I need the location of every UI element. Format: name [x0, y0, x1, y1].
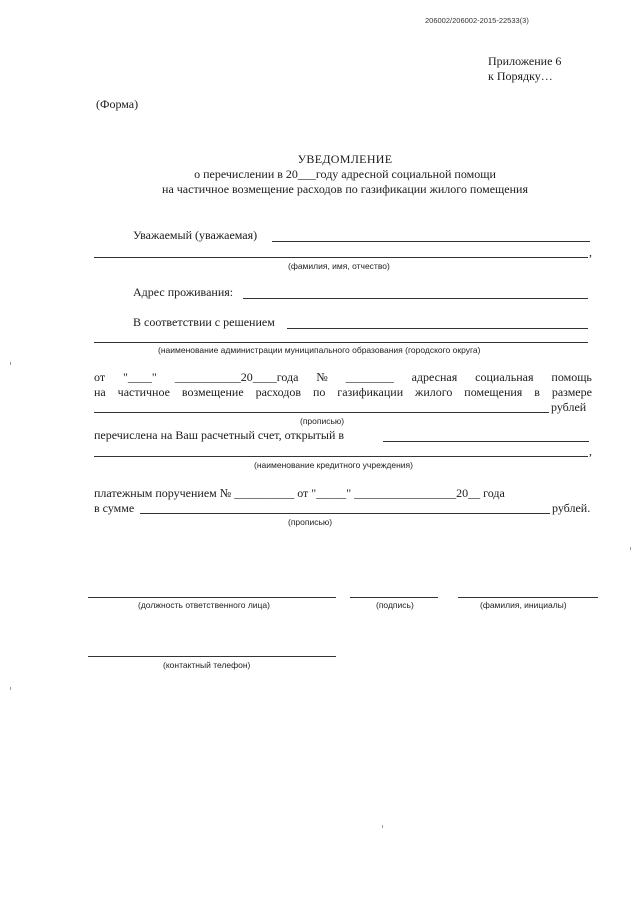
administration-caption: (наименование администрации муниципального образования (городского округа): [158, 345, 481, 355]
bank-line-comma: ,: [589, 444, 592, 458]
word: возмещение: [181, 385, 244, 399]
word: №: [316, 370, 328, 384]
phone-caption: (контактный телефон): [163, 660, 251, 670]
word: адресная: [411, 370, 458, 384]
heading-line-2: на частичное возмещение расходов по газификации жилого помещения: [162, 182, 528, 196]
word: "____": [123, 370, 157, 384]
appendix-reference: к Порядку…: [488, 69, 553, 83]
word: социальная: [475, 370, 534, 384]
word: в: [534, 385, 540, 399]
propisyu-caption: (прописью): [300, 416, 345, 426]
propisyu-caption-2: (прописью): [288, 517, 333, 527]
dear-line-comma: ,: [589, 245, 592, 259]
transferred-label: перечислена на Ваш расчетный счет, открытый в: [94, 428, 345, 442]
payment-order-line: платежным поручением № __________ от "_____" _________________20__ года: [94, 486, 505, 500]
word: ___________20____года: [174, 370, 299, 384]
appendix-number: Приложение 6: [488, 54, 562, 68]
rubles-label: рублей: [551, 400, 587, 414]
heading-line-1: о перечислении в 20___году адресной социальной помощи: [194, 167, 496, 181]
amount-in-words-line: [94, 412, 549, 413]
administration-line: [94, 342, 588, 343]
decision-date-line: [94, 370, 592, 385]
position-caption: (должность ответственного лица): [138, 600, 270, 610]
document-title: УВЕДОМЛЕНИЕ: [297, 152, 393, 166]
position-line: [88, 597, 336, 598]
signature-line: [350, 597, 438, 598]
word: размере: [551, 385, 592, 399]
recipient-name-line-2: [94, 257, 588, 258]
bank-line: [383, 441, 589, 442]
decision-line: [287, 328, 588, 329]
bank-line-2: [94, 456, 588, 457]
sum-line: [140, 513, 550, 514]
purpose-line: [94, 385, 592, 400]
form-label: (Форма): [96, 97, 139, 111]
rubles-dot-label: рублей.: [552, 501, 591, 515]
address-label: Адрес проживания:: [133, 285, 234, 299]
phone-line: [88, 656, 336, 657]
word: частичное: [117, 385, 170, 399]
fio-caption: (фамилия, имя, отчество): [288, 261, 390, 271]
in-amount-label: в сумме: [94, 501, 135, 515]
word: расходов: [255, 385, 302, 399]
word: на: [94, 385, 106, 399]
word: ________: [345, 370, 394, 384]
word: по: [312, 385, 326, 399]
word: жилого: [415, 385, 453, 399]
scan-speck: [10, 362, 11, 365]
word: помещения: [464, 385, 523, 399]
word: от: [94, 370, 106, 384]
scan-speck: [382, 825, 383, 828]
scan-speck: [630, 547, 631, 550]
name-caption: (фамилия, инициалы): [480, 600, 567, 610]
scan-speck: [10, 687, 11, 690]
document-id: 206002/206002-2015-22533(3): [425, 16, 529, 25]
address-line: [243, 298, 588, 299]
signature-caption: (подпись): [376, 600, 414, 610]
recipient-name-line: [272, 241, 590, 242]
word: газификации: [337, 385, 404, 399]
decision-label: В соответствии с решением: [133, 315, 275, 329]
word: помощь: [551, 370, 592, 384]
bank-caption: (наименование кредитного учреждения): [254, 460, 413, 470]
dear-label: Уважаемый (уважаемая): [133, 228, 258, 242]
name-line: [458, 597, 598, 598]
